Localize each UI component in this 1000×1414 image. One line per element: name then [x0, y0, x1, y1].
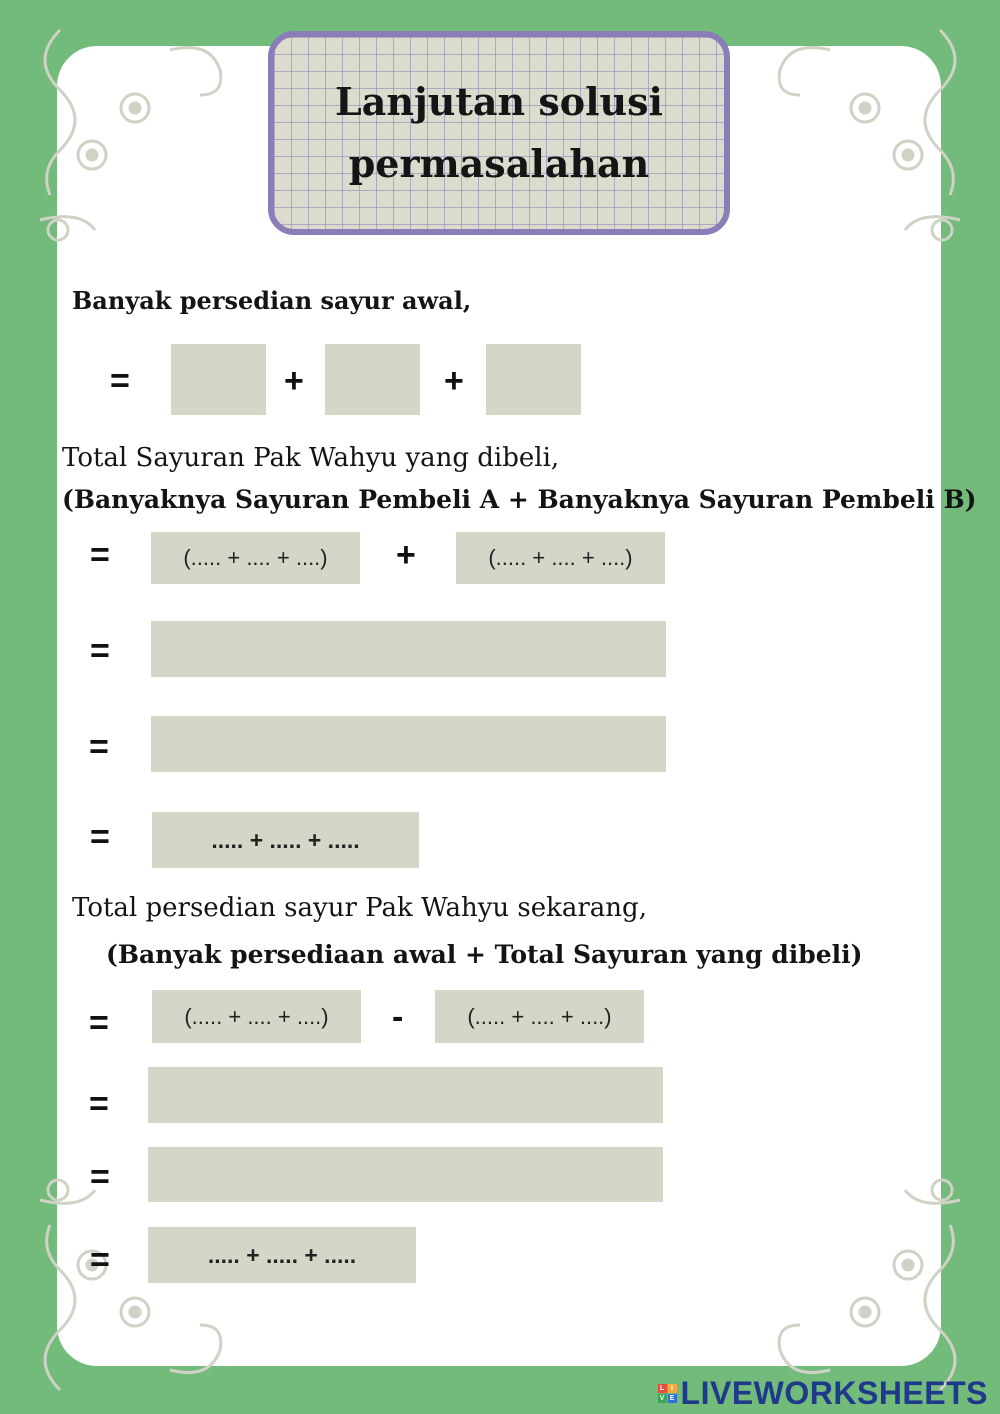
title-line-1: Lanjutan solusi	[334, 79, 663, 124]
logo-letter-v: V	[658, 1394, 667, 1403]
section2-intro: Total Sayuran Pak Wahyu yang dibeli,	[62, 443, 560, 473]
section2-equals-3: =	[89, 728, 109, 766]
answer-box-initial-stock[interactable]: (..... + .... + ....)	[152, 990, 361, 1043]
corner-swirl-top-left-icon	[20, 20, 250, 250]
answer-box-buyer-a[interactable]: (..... + .... + ....)	[151, 532, 360, 584]
section1-plus-1: +	[284, 362, 304, 400]
title-panel	[268, 31, 730, 235]
answer-box-initial-2[interactable]	[325, 344, 420, 415]
answer-box-purchased-step-2[interactable]	[151, 716, 666, 772]
answer-box-stock-step-1[interactable]	[148, 1067, 663, 1123]
section1-heading: Banyak persedian sayur awal,	[72, 286, 472, 315]
corner-swirl-bottom-left-icon	[20, 1170, 250, 1400]
answer-box-buyer-b[interactable]: (..... + .... + ....)	[456, 532, 665, 584]
answer-box-stock-step-2[interactable]	[148, 1147, 663, 1202]
logo-letter-i: I	[668, 1384, 677, 1393]
section3-equals-3: =	[90, 1158, 110, 1196]
title-line-2: permasalahan	[348, 141, 650, 186]
section3-equals-2: =	[89, 1085, 109, 1123]
section2-equals-1: =	[90, 536, 110, 574]
corner-swirl-top-right-icon	[750, 20, 980, 250]
section2-plus: +	[396, 536, 416, 574]
section1-equals: =	[110, 362, 130, 400]
section3-operator: -	[392, 998, 404, 1036]
answer-box-initial-3[interactable]	[486, 344, 581, 415]
logo-letter-e: E	[668, 1394, 677, 1403]
page-title	[335, 71, 663, 195]
section3-equals-4: =	[90, 1241, 110, 1279]
answer-box-stock-final[interactable]: ..... + ..... + .....	[148, 1227, 416, 1283]
section3-intro: Total persedian sayur Pak Wahyu sekarang,	[72, 893, 647, 923]
logo-letter-l: L	[658, 1384, 667, 1393]
liveworksheets-logo-icon	[658, 1384, 677, 1403]
corner-swirl-bottom-right-icon	[750, 1170, 980, 1400]
answer-box-initial-1[interactable]	[171, 344, 266, 415]
section2-equals-2: =	[90, 632, 110, 670]
liveworksheets-wordmark: LIVEWORKSHEETS	[680, 1375, 988, 1411]
answer-box-purchased-total[interactable]: (..... + .... + ....)	[435, 990, 644, 1043]
section1-plus-2: +	[444, 362, 464, 400]
section2-equals-4: =	[90, 818, 110, 856]
section2-formula: (Banyaknya Sayuran Pembeli A + Banyaknya Sayuran Pembeli B)	[62, 485, 977, 514]
section3-formula: (Banyak persediaan awal + Total Sayuran yang dibeli)	[106, 940, 863, 969]
answer-box-purchased-final[interactable]: ..... + ..... + .....	[152, 812, 419, 868]
liveworksheets-brand	[658, 1375, 988, 1412]
section3-equals-1: =	[89, 1004, 109, 1042]
answer-box-purchased-step-1[interactable]	[151, 621, 666, 677]
